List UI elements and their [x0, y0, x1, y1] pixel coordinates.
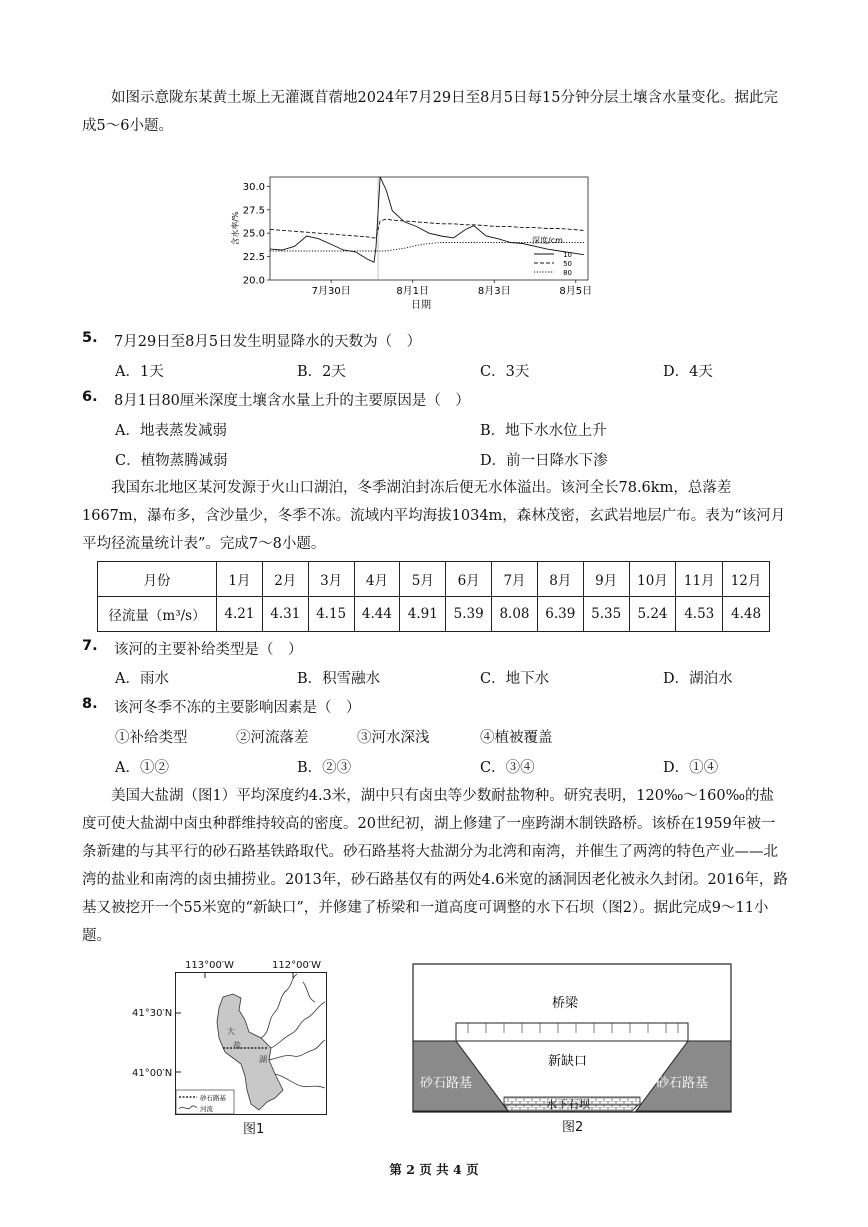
option-b: B．②③ [297, 760, 352, 776]
y-tick-label: 25.0 [242, 228, 265, 240]
question-number: 8. [82, 696, 98, 712]
table-cell: 7月 [492, 562, 538, 597]
x-tick-label: 8月5日 [559, 286, 593, 297]
y-tick-label: 27.5 [242, 205, 265, 217]
table-cell: 8.08 [492, 597, 538, 632]
table-cell: 4月 [354, 562, 400, 597]
table-cell: 3月 [308, 562, 354, 597]
question-number: 7. [82, 638, 98, 654]
option-d: D．湖泊水 [663, 671, 733, 687]
option-c: C．地下水 [480, 671, 550, 687]
table-cell: 10月 [629, 562, 676, 597]
map-lat-label: 41°00′N [132, 1068, 173, 1079]
runoff-table [97, 561, 770, 632]
table-cell: 5月 [400, 562, 446, 597]
table-cell: 4.91 [400, 597, 446, 632]
option-a: A．地表蒸发减弱 [115, 423, 227, 439]
legend-entry: 50 [563, 260, 572, 268]
soil-moisture-chart [230, 165, 600, 315]
legend-river-label: 河流 [200, 1105, 213, 1113]
legend-entry: 80 [563, 269, 572, 277]
map-lat-label: 41°30′N [132, 1008, 173, 1019]
figure-1-caption: 图1 [243, 1122, 265, 1137]
table-cell: 1月 [217, 562, 263, 597]
x-axis-label: 日期 [411, 300, 431, 311]
lake-label: 湖 [259, 1055, 267, 1064]
y-tick-label: 30.0 [242, 181, 265, 193]
new-gap-label: 新缺口 [548, 1054, 588, 1069]
table-cell: 5.39 [446, 597, 492, 632]
table-cell: 6.39 [537, 597, 583, 632]
option-b: B．积雪融水 [297, 671, 381, 687]
right-roadbed-label: 砂石路基 [656, 1076, 709, 1091]
map-lon-label: 113°00′W [185, 960, 234, 971]
factor-item-1: ①补给类型 [115, 730, 188, 746]
table-cell: 5.24 [629, 597, 676, 632]
table-cell: 4.15 [308, 597, 354, 632]
option-b: B．地下水水位上升 [480, 423, 607, 439]
question-text: 8月1日80厘米深度土壤含水量上升的主要原因是（ ） [114, 393, 470, 409]
option-d: D．4天 [663, 364, 713, 380]
intro-paragraph-3: 美国大盐湖（图1）平均深度约4.3米，湖中只有卤虫等少数耐盐物种。研究表明，120‰～160‰的盐度可使大盐湖中卤虫种群维持较高的密度。20世纪初，湖上修建了一座跨湖木制铁路桥。该桥在1959年被一条新建的与其平行的砂石路基铁路取代。砂石路基将大盐湖分为北湾和南湾，并催生了两湾的特色产业——北湾的盐业和南湾的卤虫捕捞业。2013年，砂石路基仅有的两处4.6米宽的涵洞因老化被永久封闭。2016年，路基又被挖开一个55米宽的“新缺口”，并修建了桥梁和一道高度可调整的水下石坝（图2）。据此完成9～11小题。 [82, 788, 788, 944]
question-text: 该河冬季不冻的主要影响因素是（ ） [114, 700, 361, 716]
x-tick-label: 8月1日 [396, 286, 430, 297]
option-c: C．植物蒸腾减弱 [115, 453, 228, 469]
new-gap-diagram [412, 963, 732, 1113]
question-text: 7月29日至8月5日发生明显降水的天数为（ ） [114, 334, 422, 350]
question-number: 5. [82, 330, 98, 346]
legend-title: 深度/cm [532, 236, 563, 245]
table-cell: 4.53 [676, 597, 723, 632]
option-a: A．①② [115, 760, 169, 776]
dam-label: 水下石坝 [546, 1098, 590, 1111]
table-cell: 4.31 [262, 597, 308, 632]
question-text: 该河的主要补给类型是（ ） [114, 642, 303, 658]
question-number: 6. [82, 389, 98, 405]
intro-paragraph-1: 如图示意陇东某黄土塬上无灌溉苜蓿地2024年7月29日至8月5日每15分钟分层土壤含水量变化。据此完成5～6小题。 [82, 90, 778, 134]
table-row-months [98, 562, 770, 597]
y-axis-label: 含水率/% [231, 211, 240, 246]
table-header-month: 月份 [98, 562, 217, 597]
table-row-values [98, 597, 770, 632]
legend-road-label: 砂石路基 [200, 1094, 226, 1102]
y-tick-label: 22.5 [242, 252, 265, 264]
lake-label: 大 [227, 1027, 235, 1036]
left-roadbed-label: 砂石路基 [420, 1076, 473, 1091]
option-d: D．前一日降水下渗 [480, 453, 608, 469]
option-d: D．①④ [663, 760, 719, 776]
table-cell: 2月 [262, 562, 308, 597]
figure-2-caption: 图2 [562, 1120, 584, 1135]
table-header-runoff: 径流量（m³/s） [98, 597, 217, 632]
factor-item-2: ②河流落差 [236, 730, 309, 746]
intro-paragraph-2: 我国东北地区某河发源于火山口湖泊，冬季湖泊封冻后便无水体溢出。该河全长78.6km，总落差1667m，瀑布多，含沙量少，冬季不冻。流域内平均海拔1034m，森林茂密，玄武岩地层广布。表为“该河月平均径流量统计表”。完成7～8小题。 [82, 480, 786, 552]
table-cell: 11月 [676, 562, 723, 597]
option-b: B．2天 [297, 364, 346, 380]
table-cell: 4.21 [217, 597, 263, 632]
option-a: A．雨水 [115, 671, 169, 687]
factor-item-4: ④植被覆盖 [480, 730, 553, 746]
option-c: C．3天 [480, 364, 530, 380]
y-tick-label: 20.0 [242, 275, 265, 287]
table-cell: 8月 [537, 562, 583, 597]
table-cell: 4.48 [723, 597, 770, 632]
lake-label: 盐 [233, 1041, 241, 1050]
table-cell: 5.35 [583, 597, 629, 632]
bridge-label: 桥梁 [552, 996, 579, 1011]
factor-item-3: ③河水深浅 [357, 730, 430, 746]
x-tick-label: 7月30日 [311, 286, 351, 297]
great-salt-lake-map [175, 972, 327, 1115]
table-cell: 12月 [723, 562, 770, 597]
option-c: C．③④ [480, 760, 535, 776]
plot-frame [270, 177, 588, 280]
legend-entry: 10 [563, 251, 572, 259]
option-a: A．1天 [115, 364, 164, 380]
table-cell: 4.44 [354, 597, 400, 632]
page-footer: 第 2 页 共 4 页 [389, 1162, 479, 1177]
series-line-10 [270, 177, 584, 262]
x-tick-label: 8月3日 [477, 286, 511, 297]
table-cell: 9月 [583, 562, 629, 597]
map-lon-label: 112°00′W [272, 960, 321, 971]
table-cell: 6月 [446, 562, 492, 597]
